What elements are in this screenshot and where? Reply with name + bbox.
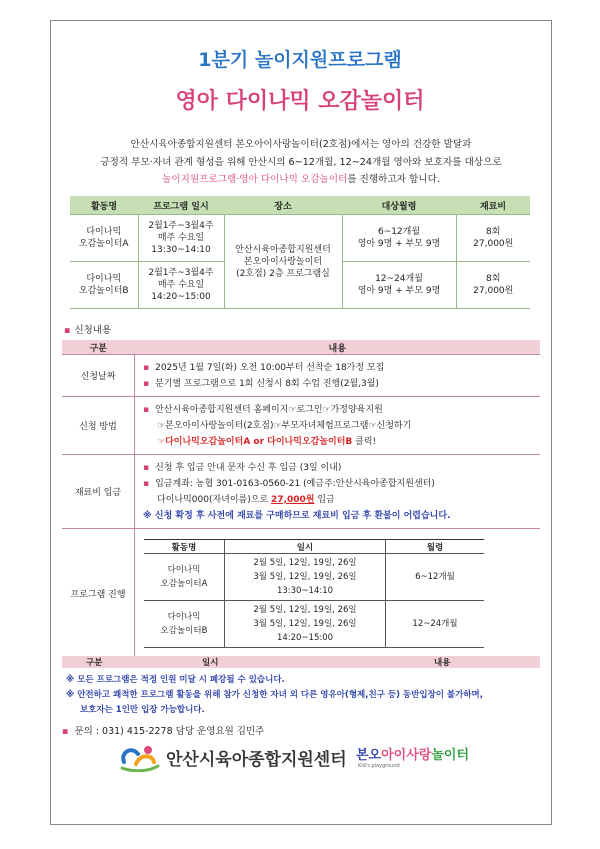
bullet-icon: ▪ (143, 362, 150, 373)
fee-deposit-content: ▪ 신청 후 입금 안내 문자 수신 후 입금 (3일 이내) ▪ 입금계좌: 농협 301-0163-0560-21 (예금주:안산시육아종합지원센터) 다이나믹000(자녀이름)으로 27,000원 입금 ※ 신청 확정 후 사전에 재료를 구매하므로 재료비 입금 후 환불이 어렵습니다. (135, 455, 541, 529)
th-fee: 재료비 (456, 196, 530, 215)
page-subtitle: 영아 다이나믹 오감놀이터 (175, 89, 425, 114)
bullet-icon: ▪ (143, 478, 150, 489)
footer-logo (118, 742, 498, 772)
section-title-label: 신청내용 (74, 325, 112, 336)
application-table-header (62, 340, 540, 355)
center-name: 안산시육아종합지원센터 (166, 750, 347, 770)
program-age: 6~12개월 영아 9명 + 부모 9명 (342, 215, 456, 262)
page-title: 1분기 놀이지원프로그램 (198, 49, 402, 71)
table-row (62, 455, 540, 529)
application-table (62, 340, 540, 659)
th-schedule: 프로그램 일시 (138, 196, 224, 215)
intro-text (62, 136, 540, 189)
program-progress-content (135, 529, 541, 659)
apply-date-content: ▪ 2025년 1월 7일(화) 오전 10:00부터 선착순 18가정 모집 ▪ 분기별 프로그램으로 1회 신청시 8회 수업 진행(2월,3월) (135, 355, 541, 397)
brand-tagline: Kid's playground (358, 763, 400, 769)
program-fee: 8회 27,000원 (456, 262, 530, 309)
th-age: 월령 (386, 540, 485, 554)
program-table-header (70, 196, 530, 215)
refund-warning: ※ 신청 확정 후 사전에 재료를 구매하므로 재료비 입금 후 환불이 어렵습니다. (143, 510, 451, 521)
contact-info: ▪ 문의 : 031) 415-2278 담당 운영요원 김민주 (62, 726, 265, 737)
th-name: 활동명 (70, 196, 138, 215)
bullet-icon: ▪ (64, 325, 71, 336)
label-program-progress: 프로그램 진행 (62, 529, 135, 659)
intro-line-1: 안산시육아종합지원센터 본오아이사랑놀이터(2호점)에서는 영아의 건강한 발달과 (130, 139, 472, 150)
th-dates: 일시 (225, 540, 386, 554)
label-fee-deposit: 재료비 입금 (62, 455, 135, 529)
label-apply-date: 신청날짜 (62, 355, 135, 397)
program-age: 12~24개월 영아 9명 + 부모 9명 (342, 262, 456, 309)
notes: ※ 모든 프로그램은 적정 인원 미달 시 폐강될 수 있습니다. ※ 안전하고 쾌적한 프로그램 활동을 위해 참가 신청한 자녀 외 다른 영유아(형제,친구 등) 동반입장이 불가하며, 보호자는 1인만 입장 가능합니다. (66, 675, 483, 715)
bullet-icon: ▪ (143, 378, 150, 389)
intro-line-3-rest: 를 진행하고자 합니다. (347, 174, 440, 185)
table-row (62, 397, 540, 455)
brand-name: 본오아이사랑놀이터 (356, 748, 470, 763)
bullet-icon: ▪ (143, 404, 150, 415)
label-apply-method: 신청 방법 (62, 397, 135, 455)
section-title (64, 322, 111, 336)
intro-line-3 (62, 171, 540, 189)
th-place: 장소 (224, 196, 342, 215)
bullet-icon: ▪ (143, 462, 150, 473)
th-age: 대상월령 (342, 196, 456, 215)
intro-line-2: 긍정적 부모·자녀 관계 형성을 위해 안산시의 6~12개월, 12~24개월 영아와 보호자를 대상으로 (100, 156, 502, 168)
program-table (70, 196, 530, 309)
table-row (62, 529, 540, 659)
apply-method-content: ▪ 안산시육아종합지원센터 홈페이지☞로그인☞가정양육지원 ☞본오아이사랑놀이터(2호점)☞부모자녀체험프로그램☞신청하기 ☞다이나믹오감놀이터A or 다이나믹오감놀이터B 클릭! (135, 397, 541, 455)
apply-method-highlight: ☞다이나믹오감놀이터A or 다이나믹오감놀이터B (157, 436, 353, 447)
center-logo-icon (118, 742, 162, 772)
th-name: 활동명 (144, 540, 225, 554)
program-fee: 8회 27,000원 (456, 215, 530, 262)
program-name: 다이나믹 오감놀이터A (70, 215, 138, 262)
program-schedule: 2월1주~3월4주 매주 수요일 13:30~14:10 (138, 215, 224, 262)
fee-amount: 27,000원 (271, 494, 315, 505)
table-row: 다이나믹 오감놀이터B 2월 5일, 12일, 19일, 26일 3월 5일, 12일, 19일, 26일 14:20~15:00 12~24개월 (144, 601, 484, 648)
bullet-icon: ▪ (62, 726, 69, 737)
bottom-header-bar: 구분 일시 내용 (62, 656, 540, 668)
th-category: 구분 (62, 340, 135, 355)
intro-highlight: 놀이지원프로그램·영아 다이나믹 오감놀이터 (162, 174, 348, 185)
table-row (62, 355, 540, 397)
schedule-table (144, 539, 484, 648)
program-schedule: 2월1주~3월4주 매주 수요일 14:20~15:00 (138, 262, 224, 309)
th-content: 내용 (135, 340, 541, 355)
program-place: 안산시육아종합지원센터 본오아이사랑놀이터 (2호점) 2층 프로그램실 (224, 215, 342, 309)
program-name: 다이나믹 오감놀이터B (70, 262, 138, 309)
table-row (70, 215, 530, 262)
table-row: 다이나믹 오감놀이터A 2월 5일, 12일, 19일, 26일 3월 5일, 12일, 19일, 26일 13:30~14:10 6~12개월 (144, 554, 484, 601)
